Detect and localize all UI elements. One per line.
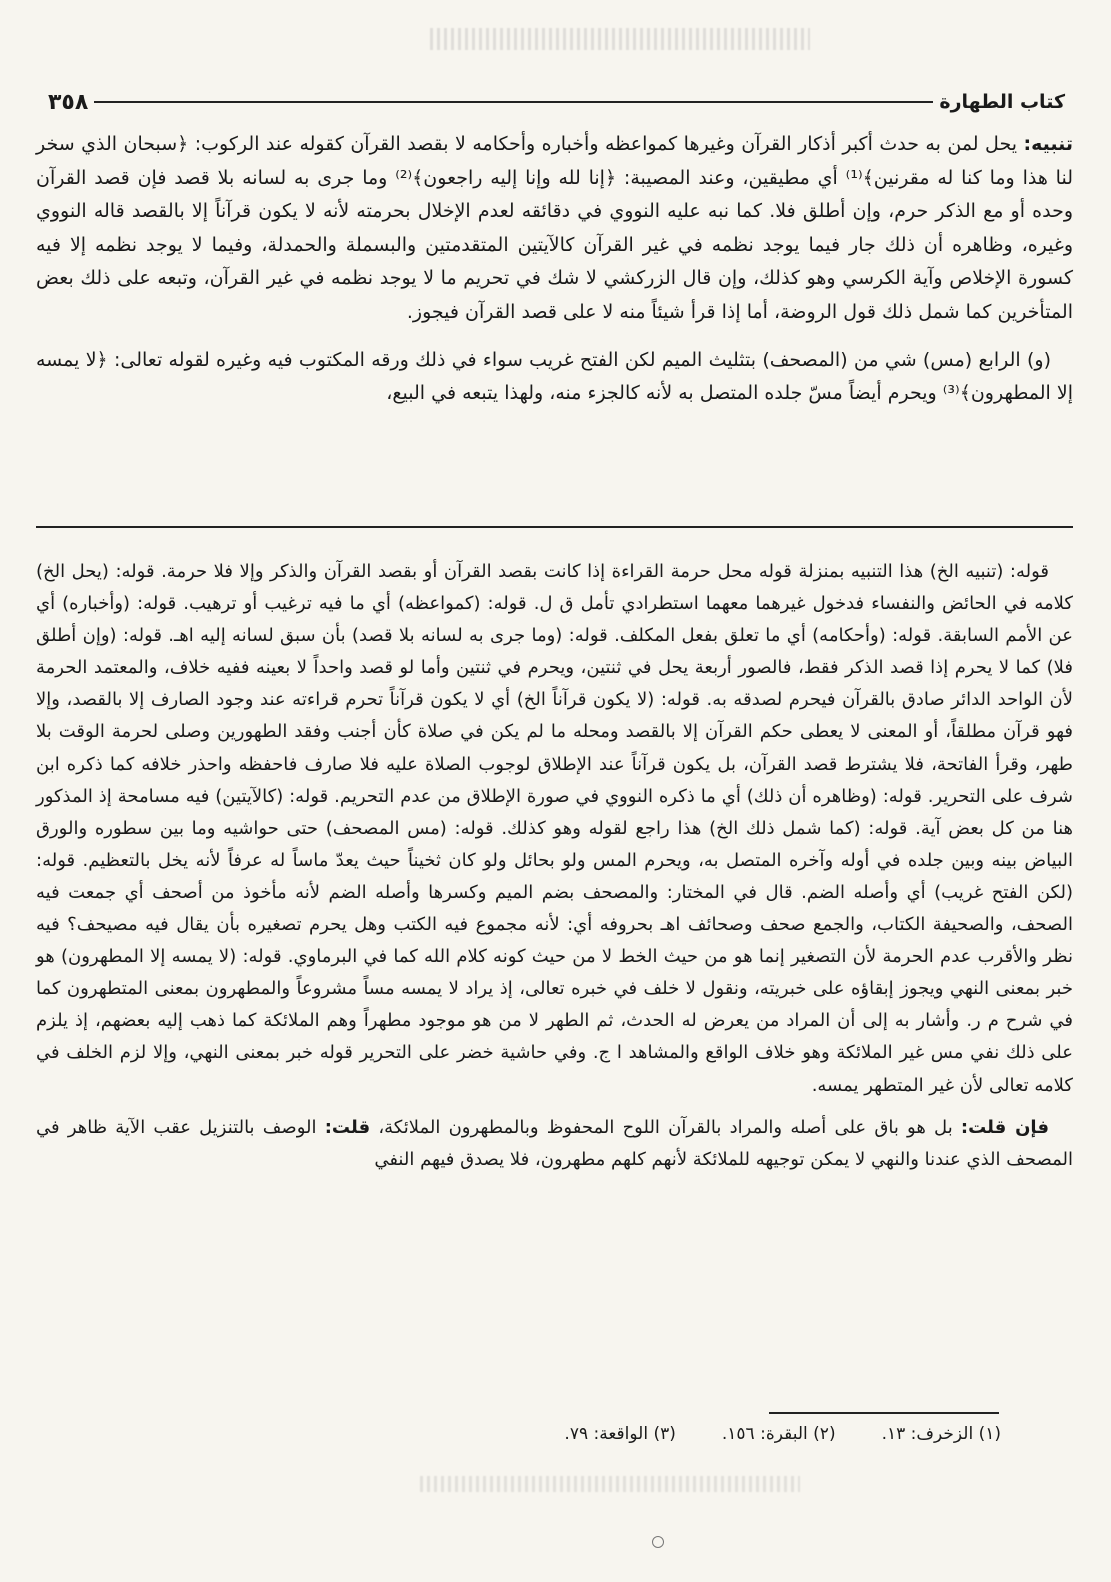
main-paragraph-2: (و) الرابع (مس) شي من (المصحف) بتثليث الميم لكن الفتح غريب سواء في ذلك ورقه المكتوب فيه وغيره لقوله تعالى: ﴿لا يمسه إلا المطهرون﴾⁽³⁾ ويحرم أيضاً مسّ جلده المتصل به لأنه كالجزء منه، ولهذا يتبعه في البيع، <box>36 348 1073 405</box>
notice-label: تنبيه: <box>1023 133 1073 155</box>
header-rule <box>94 101 933 103</box>
main-paragraph-1-text: يحل لمن به حدث أكبر أذكار القرآن وغيرها كمواعظه وأخباره وأحكامه لا بقصد القرآن كقوله عند الركوب: ﴿سبحان الذي سخر لنا هذا وما كنا له مقرنين﴾⁽¹⁾ أي مطيقين، وعند المصيبة: ﴿إنا لله وإنا إليه راجعون﴾⁽²⁾ وما جرى به لسانه بلا قصد فإن قصد القرآن وحده أو مع الذكر حرم، وإن أطلق فلا. كما نبه عليه النووي في دقائقه لعدم الإخلال بحرمته لأنه لا يكون قرآناً إلا بالقصد قاله النووي وغيره، وظاهره أن ذلك جار فيما يوجد نظمه في غير القرآن كالآيتين المتقدمتين والبسملة والحمدلة، وفيما لا يوجد نظمه إلا فيه كسورة الإخلاص وآية الكرسي وهو كذلك، وإن قال الزركشي لا شك في تحريم ما لا يوجد نظمه في غير القرآن، وتبعه على ذلك بعض المتأخرين كما شمل ذلك قول الروضة، أما إذا قرأ شيئاً منه لا على قصد القرآن فيجوز. <box>36 133 1073 323</box>
scan-speck <box>652 1536 664 1548</box>
objection-label: فإن قلت: <box>960 1116 1049 1138</box>
footnote-1: (١) الزخرف: ١٣. <box>881 1424 1001 1444</box>
page-header <box>40 85 1071 119</box>
commentary-paragraph-1: قوله: (تنبيه الخ) هذا التنبيه بمنزلة قوله محل حرمة القراءة إذا كانت بقصد القرآن أو بقصد القرآن والذكر وإلا فلا حرمة. قوله: (يحل الخ) كلامه في الحائض والنفساء فدخول غيرهما معهما استطرادي تأمل ق ل. قوله: (كمواعظه) أي ما فيه ترغيب أو ترهيب. قوله: (وأخباره) أي عن الأمم السابقة. قوله: (وأحكامه) أي ما تعلق بفعل المكلف. قوله: (وما جرى به لسانه بلا قصد) بأن سبق لسانه إليه اهـ. قوله: (وإن أطلق فلا) كما لا يحرم إذا قصد الذكر فقط، فالصور أربعة يحل في ثنتين، ويحرم في ثنتين وأما لو قصد واحداً لا بعينه ففيه خلاف، والمعتمد الحرمة لأن الواحد الدائر صادق بالقرآن فيحرم لصدقه به. قوله: (لا يكون قرآناً الخ) أي لا يكون قرآناً تحرم قراءته عند وجود الصارف إلا بالقصد، وإلا فهو قرآن مطلقاً، أو المعنى لا يعطى حكم القرآن إلا بالقصد ومحله ما لم يكن في صلاة كأن أجنب وفقد الطهورين وصلى لحرمة الوقت بلا طهر، وقرأ الفاتحة، فلا يشترط قصد القرآن، بل يكون قرآناً عند الإطلاق لوجوب الصلاة عليه فلا صارف فاحفظه واحذر خلافه كما ذكره ابن شرف على التحرير. قوله: (وظاهره أن ذلك) أي ما ذكره النووي في صورة الإطلاق من عدم التحريم. قوله: (كالآيتين) فيه مسامحة إذ المذكور هنا من كل بعض آية. قوله: (كما شمل ذلك الخ) هذا راجع لقوله وهو كذلك. قوله: (مس المصحف) حتى حواشيه وما بين سطوره والورق البياض بينه وبين جلده في أوله وآخره المتصل به، ويحرم المس ولو بحائل ولو كان ثخيناً حيث يعدّ ماساً له عرفاً لأنه يخل بالتعظيم. قوله: (لكن الفتح غريب) أي وأصله الضم. قال في المختار: والمصحف بضم الميم وكسرها وأصله الضم لأنه مأخوذ من أصحف أي جمعت فيه الصحف، والصحيفة الكتاب، والجمع صحف وصحائف اهـ بحروفه أي: لأنه مجموع فيه الكتب وهل يحرم تصغيره بأن يقال فيه مصيحف؟ فيه نظر والأقرب عدم الحرمة لأن التصغير إنما هو من حيث الخط لا من حيث كونه كلام الله كما في البرماوي. قوله: (لا يمسه إلا المطهرون) هو خبر بمعنى النهي ويجوز إبقاؤه على خبريته، ونقول لا خلف في خبره تعالى، إذ يراد لا يمسه مساً مشروعاً والمطهرون بمعنى المتطهرون كما في شرح م ر. وأشار به إلى أن المراد من يعرض له الحدث، ثم الطهر لا من هو موجود مطهراً وهم الملائكة كما ذهب إليه بعضهم، إذ يلزم على ذلك نفي مس غير الملائكة وهو خلاف الواقع والمشاهد ا ج. وفي حاشية خضر على التحرير قوله خبر بمعنى النهي، وإلا لزم الخلف في كلامه تعالى لأن غير المتطهر يمسه. <box>36 561 1073 1096</box>
section-divider <box>36 526 1073 528</box>
scan-artifact-bottom <box>420 1476 800 1492</box>
footnote-2: (٢) البقرة: ١٥٦. <box>721 1424 836 1444</box>
page-number: ٣٥٨ <box>48 89 89 115</box>
footnotes <box>301 1424 1001 1444</box>
scan-artifact-top <box>430 28 810 50</box>
main-paragraph-1 <box>36 128 1073 330</box>
commentary <box>36 556 1073 1176</box>
reply-text: الوصف بالتنزيل عقب الآية ظاهر في المصحف الذي عندنا والنهي لا يمكن توجيهه للملائكة لأنهم كلهم مطهرون، فلا يصدق فيهم النفي <box>36 1116 1073 1170</box>
book-title: كتاب الطهارة <box>939 91 1065 113</box>
footnote-3: (٣) الواقعة: ٧٩. <box>564 1424 676 1444</box>
commentary-paragraph-2 <box>36 1112 1073 1176</box>
reply-label: قلت: <box>324 1116 371 1138</box>
main-text <box>36 128 1073 411</box>
objection-text: بل هو باق على أصله والمراد بالقرآن اللوح المحفوظ وبالمطهرون الملائكة، <box>378 1116 953 1138</box>
footnote-rule <box>769 1412 999 1414</box>
